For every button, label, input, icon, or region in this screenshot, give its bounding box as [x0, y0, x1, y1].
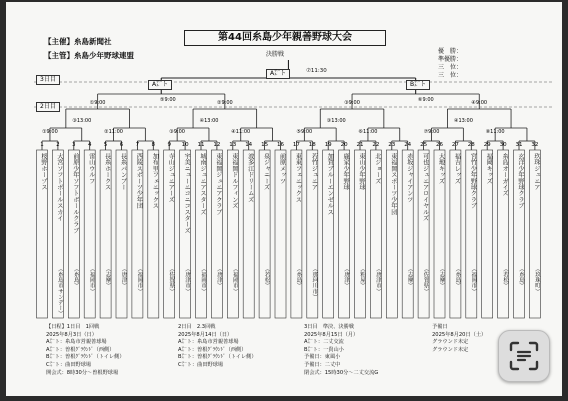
team-number: 17	[292, 142, 300, 148]
team-location	[276, 266, 286, 316]
team-name: 長糸バンブー	[119, 153, 127, 191]
team-location: （佐賀県）	[422, 266, 429, 294]
team-location: （那珂川市）	[311, 266, 318, 300]
team-name: 東山少年野球	[358, 153, 365, 191]
team-location: （志摩）	[104, 266, 111, 289]
team-location: （玖珠町）	[533, 266, 540, 294]
team-name: 可也ジュニアロイヤルズ	[421, 153, 429, 222]
team-number: 30	[499, 142, 507, 148]
schedule-reserve: 予備日 2025年8月20日（土） グラウンド未定 グラウンド未定	[432, 324, 487, 353]
team-name: 加布里フェニックス	[151, 153, 159, 209]
team-number: 19	[324, 142, 332, 148]
team-name: 鹿家少年野球	[342, 153, 350, 191]
qf-label: ③9:00	[344, 100, 360, 106]
team-name: 東東フェニックス	[294, 153, 302, 203]
team-name: 大宮ソフトボールスカイ	[55, 153, 63, 222]
team-number: 28	[467, 142, 475, 148]
team-location: （唐津市）	[374, 266, 381, 294]
schedule-day3: 3日目 準決、決勝戦 2025年8月15日（月） A㌃ト：二丈交流 B㌃ト：一貴山小 予備日：東風小 予備日：二丈中 閉会式：15時30分～二丈交流G	[304, 324, 379, 376]
sponsor-label: 【主催】糸島新聞社	[44, 37, 112, 46]
team-number: 24	[404, 142, 412, 148]
team-number: 7	[135, 142, 140, 148]
team-name: 若竹ジュニア	[310, 153, 318, 191]
team-number: 26	[436, 142, 443, 148]
team-location: （唐津）	[215, 266, 222, 289]
day2-label: 2日目	[36, 102, 60, 112]
scan-text-icon	[509, 341, 539, 371]
team-number: 4	[87, 142, 92, 148]
podium-third-2: 三 位：	[438, 72, 463, 79]
team-location	[323, 266, 333, 316]
team-location: （若松）	[502, 266, 509, 289]
qf-label: ①9:00	[89, 100, 106, 106]
team-number: 14	[245, 142, 253, 148]
final-court: A㌃ト	[266, 69, 290, 79]
team-number: 29	[483, 142, 491, 148]
qf-label: ②9:00	[216, 100, 233, 106]
team-number: 9	[167, 142, 171, 148]
team-number: 5	[103, 142, 108, 148]
team-number: 1	[40, 142, 44, 148]
team-number: 11	[197, 142, 205, 148]
team-location: （糸島市サンデー）	[56, 266, 63, 317]
team-location	[482, 266, 492, 316]
team-name: 赤坂ジャイアンツ	[405, 153, 413, 203]
team-number: 13	[229, 142, 237, 148]
team-name: 加賀ブルーエンゼルス	[326, 153, 334, 215]
team-name: 前原メッツ	[278, 153, 286, 184]
schedule-day2: 2日目 2.3回戦 2025年8月14日（日） A㌃ト：糸島市営親善球場 A㌃ト：曽根ｸﾞﾗｳﾝﾄﾞ（西側） B㌃ト：曽根ｸﾞﾗｳﾝﾄﾞ（トイレ側） C㌃ト：曲田野球場	[178, 324, 257, 368]
team-number: 18	[308, 142, 316, 148]
round1-label: ③9:00	[169, 129, 185, 135]
team-name: 波多江ドリームズ	[246, 153, 254, 203]
team-number: 20	[340, 142, 348, 148]
round2-label: ③13:00	[72, 118, 92, 124]
qf-label: ④9:00	[471, 100, 488, 106]
final-time: ⑦11:30	[306, 68, 327, 74]
team-name: 東福岡ドルフィンズ	[230, 153, 238, 209]
day3-label: 3日目	[36, 75, 60, 85]
team-location: （唐津）	[343, 266, 350, 289]
team-location: （粕屋）	[359, 266, 365, 289]
team-name: 前原少年ソフトボールクラブ	[71, 153, 79, 234]
team-number: 8	[151, 142, 156, 148]
team-number: 31	[515, 142, 523, 148]
team-name: 東福岡ジュニアクラブ	[214, 153, 222, 215]
team-name: 城南ジュニアスターズ	[199, 153, 206, 215]
organizer-label: 【主管】糸島少年野球連盟	[44, 51, 134, 60]
team-location: （唐津市）	[184, 266, 191, 294]
team-number: 27	[451, 142, 459, 148]
round2-label: ④13:00	[453, 118, 473, 124]
semi-left-num: ⑤9:00	[160, 97, 176, 103]
podium-runner-up: 準優勝：	[438, 56, 463, 63]
semi-right-court: B㌃ト	[406, 80, 430, 90]
team-name: 大地キッズ	[437, 153, 445, 184]
team-number: 21	[356, 142, 364, 148]
team-number: 16	[277, 142, 284, 148]
team-name: 宇美ニューニコニコスターズ	[183, 153, 191, 234]
round1-label: ②11:00	[104, 129, 123, 135]
team-name: 福吉レッズ	[453, 153, 461, 184]
team-name: 玖珠ジュニア	[532, 153, 540, 191]
team-name: 長糸ホークス	[103, 153, 111, 191]
team-location: （糸島）	[518, 266, 524, 289]
team-number: 10	[181, 142, 189, 148]
team-location	[37, 266, 47, 316]
team-location: （若松）	[263, 266, 270, 289]
team-name: 宮竹少年野球クラブ	[469, 153, 477, 209]
team-location: （唐津）	[120, 266, 127, 289]
podium-winner: 優 勝：	[438, 48, 463, 55]
schedule-day1: 【日程】1日目 1回戦 2025年8月3日（日） A㌃ト：糸島市営親善球場 A㌃ト：曽根ｸﾞﾗｳﾝﾄﾞ（西側） B㌃ト：曽根ｸﾞﾗｳﾝﾄﾞ（トイレ側） C㌃ト：曲田野球場 開会式：8時30分～曽根野球場	[46, 324, 125, 376]
team-name: 寺山ジュニアーズ	[167, 153, 175, 203]
team-name: 雷山ウルフ	[87, 153, 95, 184]
round1-label: ⑧11:00	[485, 129, 505, 135]
round1-label: ⑦9:00	[423, 129, 440, 135]
team-location: （佐賀県）	[168, 266, 175, 294]
podium-third-1: 三 位：	[438, 64, 463, 71]
final-label: 決勝戦	[266, 51, 285, 58]
team-location: （糸島）	[72, 266, 79, 289]
team-name: 玄洋少年野球クラブ	[517, 153, 524, 209]
team-number: 15	[261, 142, 269, 148]
semi-right-num: ⑥9:00	[418, 97, 434, 103]
round1-label: ①9:00	[42, 129, 58, 135]
team-number: 6	[119, 142, 124, 148]
team-location: （福岡市）	[88, 266, 95, 294]
round2-label: ③13:00	[326, 118, 346, 124]
round1-label: ⑥11:00	[358, 129, 378, 135]
team-name: 泉ジャニーズ	[262, 153, 270, 191]
team-location: （糸島）	[295, 266, 302, 289]
page-title: 第44回糸島少年親善野球大会	[184, 30, 386, 46]
team-location: （福岡市）	[231, 266, 238, 294]
team-number: 3	[72, 142, 76, 148]
team-number: 2	[56, 142, 60, 148]
team-number: 23	[388, 142, 396, 148]
round1-label: ⑤9:00	[296, 129, 313, 135]
team-location	[387, 266, 397, 316]
scan-text-button[interactable]	[498, 330, 550, 382]
team-location: （福岡市）	[470, 266, 477, 294]
team-name: 福岡キッズ	[485, 153, 493, 184]
team-location	[148, 266, 158, 316]
team-location: （福岡市）	[136, 266, 143, 294]
team-number: 25	[420, 142, 428, 148]
team-location: （志摩）	[438, 266, 445, 289]
team-name: 桜野ホープス	[40, 153, 47, 191]
round2-label: ④13:00	[199, 118, 219, 124]
semi-left-court: A㌃ト	[148, 80, 172, 90]
team-number: 12	[213, 142, 221, 148]
team-name: 北ジョーズ	[373, 153, 381, 184]
round1-label: ④11:00	[231, 129, 251, 135]
team-location: （志摩）	[406, 266, 413, 289]
team-location	[244, 266, 254, 316]
team-name: 糸島オーガイズ	[501, 153, 509, 197]
team-number: 32	[531, 142, 539, 148]
team-name: 西陵スポーツ少年団	[135, 153, 143, 209]
team-location: （福岡市）	[200, 266, 206, 294]
tournament-sheet	[6, 2, 562, 396]
team-number: 22	[372, 142, 380, 148]
team-location: （糸島）	[454, 266, 461, 289]
team-name: 東福岡スポーツ少年団	[389, 153, 397, 215]
podium-list	[438, 48, 462, 80]
